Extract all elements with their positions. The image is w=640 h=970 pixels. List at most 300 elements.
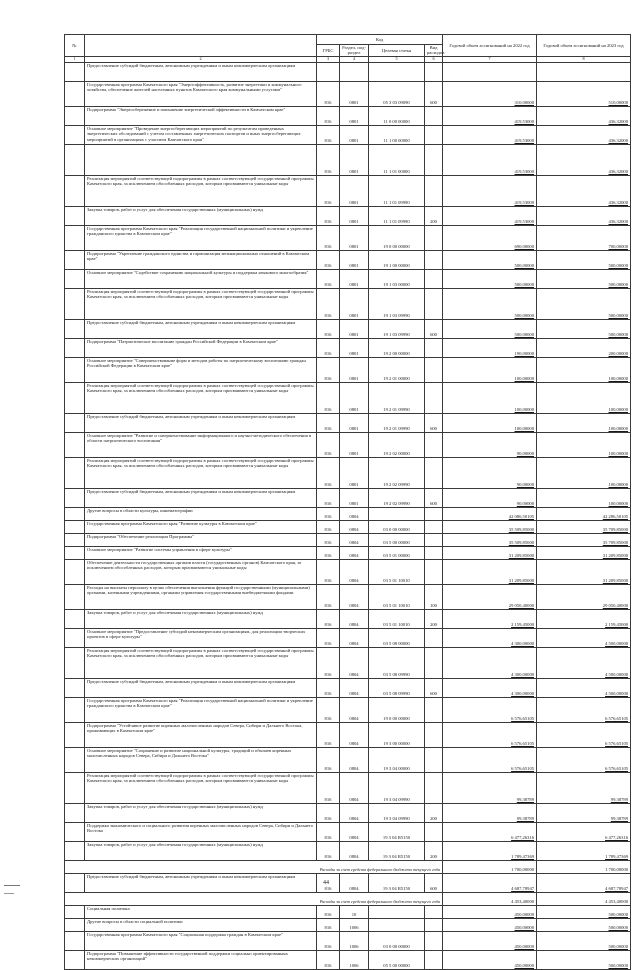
header-grbs: ГРБС [317, 45, 340, 57]
cell-name: Реализация мероприятий соответствующей подпрограммы в рамках соответствующей государственной программы Камчатского края, за исключением обособленных расходов, которым присваиваются уникальные коды [85, 382, 317, 413]
header-num-6: 6 [425, 56, 443, 62]
table-row [65, 488, 631, 507]
cell-grbs: 816 [317, 175, 340, 206]
cell-2022: 4 300,00000 [443, 628, 537, 647]
cell-2023: 500,00000 [537, 905, 631, 918]
cell-kind: 100 [425, 584, 443, 609]
cell-section: 0804 [340, 559, 369, 584]
cell-kind [425, 533, 443, 546]
cell-target: 19 2 00 00000 [369, 338, 425, 357]
cell-section: 0804 [340, 584, 369, 609]
cell-grbs: 816 [317, 931, 340, 950]
cell-2022: 100,00000 [443, 382, 537, 413]
table-row [65, 144, 631, 175]
cell-name: Предоставление субсидий бюджетным, автономным учреждениям и иным некоммерческим организациям [85, 678, 317, 697]
cell-2023: 500,00000 [537, 269, 631, 288]
table-row [65, 609, 631, 628]
cell-2022: 419,53000 [443, 144, 537, 175]
table-row [65, 357, 631, 382]
cell-target: 19 3 04 09990 [369, 772, 425, 803]
cell-2022: 99,38789 [443, 772, 537, 803]
cell-section: 0804 [340, 873, 369, 892]
cell-no [65, 225, 85, 250]
cell-name: Предоставление субсидий бюджетным, автономным учреждениям и иным некоммерческим организациям [85, 873, 317, 892]
cell-kind [425, 950, 443, 969]
cell-2022: 1 700,00000 [443, 860, 537, 873]
table-row [65, 269, 631, 288]
table-row [65, 520, 631, 533]
cell-grbs: 816 [317, 647, 340, 678]
cell-section: 0801 [340, 288, 369, 319]
cell-2022: 90,00000 [443, 457, 537, 488]
cell-kind [425, 747, 443, 772]
cell-no [65, 918, 85, 931]
cell-grbs: 816 [317, 206, 340, 225]
cell-name: Расходы на выплаты персоналу в целях обеспечения выполнения функций государственными (муниципальными) органами, казенными учреждениями, органами управления государственными внебюджетными фондами [85, 584, 317, 609]
cell-target: 19 2 01 00000 [369, 357, 425, 382]
cell-kind: 600 [425, 873, 443, 892]
cell-2023: 500,00000 [537, 918, 631, 931]
cell-name: Подпрограмма "Повышение эффективности государственной поддержки социально ориентированных некоммерческих организаций" [85, 950, 317, 969]
table-row [65, 533, 631, 546]
cell-2023: 6 576,65105 [537, 747, 631, 772]
cell-2022: 4 300,00000 [443, 678, 537, 697]
cell-kind [425, 520, 443, 533]
cell-section: 0804 [340, 841, 369, 860]
cell-2022: 90,00000 [443, 488, 537, 507]
cell-target: 19 2 01 09990 [369, 413, 425, 432]
cell-2023: 6 576,65105 [537, 697, 631, 722]
cell-2023: 500,00000 [537, 950, 631, 969]
cell-grbs: 816 [317, 609, 340, 628]
table-row [65, 860, 631, 873]
table-row [65, 432, 631, 457]
cell-2022: 6 576,65105 [443, 722, 537, 747]
cell-target: 03 0 00 00000 [369, 931, 425, 950]
cell-2022: 419,53000 [443, 175, 537, 206]
cell-section: 0801 [340, 106, 369, 125]
cell-name: Закупка товаров, работ и услуг для обеспечения государственных (муниципальных) нужд [85, 609, 317, 628]
cell-section: 0801 [340, 125, 369, 144]
table-row [65, 338, 631, 357]
cell-2023: 4 500,00000 [537, 628, 631, 647]
cell-target [369, 905, 425, 918]
header-num-3: 3 [317, 56, 340, 62]
cell-target: 19 0 00 00000 [369, 697, 425, 722]
cell-no [65, 841, 85, 860]
cell-2023: 99,38789 [537, 803, 631, 822]
cell-name: Подпрограмма "Укрепление гражданского единства и гармонизация межнациональных отношений в Камчатском крае" [85, 250, 317, 269]
table-row [65, 841, 631, 860]
cell-name: Другие вопросы в области культуры, кинематографии [85, 507, 317, 520]
header-name [85, 35, 317, 57]
cell-no [65, 931, 85, 950]
cell-target: 19 3 00 00000 [369, 722, 425, 747]
cell-2022: 6 576,65105 [443, 747, 537, 772]
table-row [65, 918, 631, 931]
cell-2022: 419,53000 [443, 106, 537, 125]
cell-target: 19 3 04 00000 [369, 747, 425, 772]
cell-no [65, 125, 85, 144]
cell-no [65, 772, 85, 803]
cell-section: 0804 [340, 822, 369, 841]
cell-section: 0804 [340, 546, 369, 559]
cell-kind [425, 647, 443, 678]
cell-grbs: 816 [317, 520, 340, 533]
cell-grbs: 816 [317, 722, 340, 747]
cell-2023: 500,00000 [537, 319, 631, 338]
table-row [65, 106, 631, 125]
cell-kind [425, 382, 443, 413]
cell-2022: 450,00000 [443, 905, 537, 918]
cell-no [65, 488, 85, 507]
cell-name: Государственная программа Камчатского края "Развитие культуры в Камчатском крае" [85, 520, 317, 533]
page-number: 44 [323, 880, 329, 886]
cell-kind [425, 722, 443, 747]
table-row [65, 697, 631, 722]
header-num-7: 7 [443, 56, 537, 62]
cell-section: 0804 [340, 772, 369, 803]
cell-kind [425, 931, 443, 950]
header-num-5: 5 [369, 56, 425, 62]
cell-2023: 500,00000 [537, 931, 631, 950]
header-kind: Вид расходов [425, 45, 443, 57]
cell-no [65, 175, 85, 206]
cell-section: 0801 [340, 225, 369, 250]
cell-section: 0801 [340, 488, 369, 507]
cell-2023: 35 709,85000 [537, 520, 631, 533]
cell-name: Основное мероприятие "Проведение энергосберегающих мероприятий по результатам проведенных энергетических обследований с учетом составленных энергетических паспортов и иных энергосберегающих мероприятий в организациях с участием Камчатского края" [85, 125, 317, 144]
cell-no [65, 81, 85, 106]
cell-2022 [443, 62, 537, 81]
cell-grbs: 816 [317, 269, 340, 288]
table-row [65, 382, 631, 413]
table-row [65, 822, 631, 841]
cell-section: 0804 [340, 533, 369, 546]
cell-no [65, 533, 85, 546]
cell-no [65, 559, 85, 584]
cell-target: 03 5 01 10010 [369, 584, 425, 609]
cell-2022: 6 477,26316 [443, 822, 537, 841]
table-row [65, 288, 631, 319]
table-row [65, 125, 631, 144]
table-row [65, 722, 631, 747]
cell-grbs: 816 [317, 584, 340, 609]
cell-2023: 4 500,00000 [537, 678, 631, 697]
table-row [65, 803, 631, 822]
cell-grbs: 816 [317, 81, 340, 106]
header-num-2: 2 [85, 56, 317, 62]
cell-grbs: 816 [317, 106, 340, 125]
cell-kind [425, 905, 443, 918]
cell-section: 0801 [340, 144, 369, 175]
cell-target: 11 0 00 00000 [369, 106, 425, 125]
cell-grbs: 816 [317, 507, 340, 520]
cell-grbs: 816 [317, 338, 340, 357]
cell-2022: 100,00000 [443, 413, 537, 432]
cell-grbs: 816 [317, 873, 340, 892]
cell-2022: 4 453,40000 [443, 892, 537, 905]
cell-target: 11 1 01 09990 [369, 175, 425, 206]
cell-no [65, 144, 85, 175]
cell-target [369, 918, 425, 931]
cell-grbs: 816 [317, 803, 340, 822]
cell-section: 0804 [340, 520, 369, 533]
cell-2023: 2 159,45000 [537, 609, 631, 628]
cell-2023: 4 687,78947 [537, 873, 631, 892]
cell-name: Предоставление субсидий бюджетным, автономным учреждениям и иным некоммерческим организациям [85, 488, 317, 507]
cell-no [65, 822, 85, 841]
cell-no [65, 106, 85, 125]
cell-kind [425, 288, 443, 319]
cell-name: Основное мероприятие "Развитие системы управления в сфере культуры" [85, 546, 317, 559]
cell-name: Другие вопросы в области социальной политики [85, 918, 317, 931]
cell-no [65, 803, 85, 822]
cell-grbs: 816 [317, 413, 340, 432]
cell-kind: 200 [425, 803, 443, 822]
cell-2022: 500,00000 [443, 288, 537, 319]
cell-kind [425, 338, 443, 357]
cell-grbs: 816 [317, 225, 340, 250]
cell-target: 19 3 04 09990 [369, 803, 425, 822]
cell-name: Основное мероприятие "Предоставление субсидий некоммерческим организациям, для реализации творческих проектов в сфере культуры" [85, 628, 317, 647]
cell-section: 0801 [340, 269, 369, 288]
cell-section: 0801 [340, 338, 369, 357]
cell-no [65, 338, 85, 357]
header-target: Целевая статья [369, 45, 425, 57]
table-row [65, 873, 631, 892]
cell-grbs: 816 [317, 918, 340, 931]
cell-kind [425, 918, 443, 931]
table-row [65, 507, 631, 520]
header-num-1: 1 [65, 56, 85, 62]
cell-name: Подпрограмма "Обеспечение реализации Программы" [85, 533, 317, 546]
cell-no [65, 432, 85, 457]
cell-target: 11 1 01 09990 [369, 206, 425, 225]
cell-no [65, 507, 85, 520]
cell-grbs: 816 [317, 488, 340, 507]
cell-grbs: 816 [317, 697, 340, 722]
cell-section: 1006 [340, 931, 369, 950]
cell-kind [425, 507, 443, 520]
table-row [65, 584, 631, 609]
cell-no [65, 206, 85, 225]
cell-no [65, 873, 85, 892]
cell-no [65, 747, 85, 772]
cell-2023: 31 209,85000 [537, 559, 631, 584]
cell-2023: 436,32000 [537, 144, 631, 175]
cell-no [65, 647, 85, 678]
cell-2023: 100,00000 [537, 382, 631, 413]
cell-2023: 500,00000 [537, 250, 631, 269]
cell-section: 0804 [340, 507, 369, 520]
cell-name: Основное мероприятие "Сохранение и развитие национальной культуры, традиций и обычаев коренных малочисленных народов Севера, Сибири и Дальнего Востока" [85, 747, 317, 772]
table-row [65, 950, 631, 969]
cell-2022: 31 209,85000 [443, 559, 537, 584]
cell-target: 19 2 02 00000 [369, 432, 425, 457]
cell-no [65, 628, 85, 647]
cell-no [65, 546, 85, 559]
cell-target: 19 3 04 R5150 [369, 822, 425, 841]
header-no: № [65, 35, 85, 57]
table-row [65, 225, 631, 250]
cell-section: 0804 [340, 697, 369, 722]
cell-2023: 436,32000 [537, 206, 631, 225]
cell-name [85, 144, 317, 175]
cell-2023: 200,00000 [537, 338, 631, 357]
cell-section: 0804 [340, 609, 369, 628]
cell-grbs: 816 [317, 841, 340, 860]
header-2022: Годовой объем ассигнований на 2022 год [443, 35, 537, 57]
cell-name: Расходы за счет средств федерального бюджета текущего года [65, 892, 443, 905]
cell-target: 05 3 03 09090 [369, 81, 425, 106]
cell-target: 19 2 02 09990 [369, 488, 425, 507]
cell-kind: 600 [425, 488, 443, 507]
cell-2023: 100,00000 [537, 488, 631, 507]
cell-2022: 35 509,85000 [443, 520, 537, 533]
cell-2023: 436,32000 [537, 106, 631, 125]
cell-2023 [537, 62, 631, 81]
cell-2022: 4 687,78947 [443, 873, 537, 892]
cell-2022: 4 300,00000 [443, 647, 537, 678]
table-row [65, 772, 631, 803]
cell-name: Подпрограмма "Энергосбережение и повышение энергетической эффективности в Камчатском крае" [85, 106, 317, 125]
cell-section: 0801 [340, 250, 369, 269]
cell-kind [425, 697, 443, 722]
cell-target: 19 1 00 00000 [369, 250, 425, 269]
cell-2023: 436,32000 [537, 125, 631, 144]
cell-target: 19 0 00 00000 [369, 225, 425, 250]
cell-no [65, 62, 85, 81]
cell-kind [425, 628, 443, 647]
cell-target: 19 1 03 00000 [369, 269, 425, 288]
cell-2023: 1 700,00000 [537, 860, 631, 873]
cell-section: 0801 [340, 432, 369, 457]
cell-2022: 450,00000 [443, 931, 537, 950]
cell-kind [425, 62, 443, 81]
cell-grbs: 816 [317, 950, 340, 969]
table-row [65, 892, 631, 905]
cell-target: 03 5 08 00000 [369, 628, 425, 647]
cell-kind [425, 357, 443, 382]
cell-target [369, 62, 425, 81]
cell-section: 0801 [340, 81, 369, 106]
cell-name: Реализация мероприятий соответствующей подпрограммы в рамках соответствующей государственной программы Камчатского края, за исключением обособленных расходов, которым присваиваются уникальные коды [85, 288, 317, 319]
cell-section: 1006 [340, 918, 369, 931]
cell-kind: 200 [425, 609, 443, 628]
cell-name: Государственная программа Камчатского края "Реализация государственной национальной политики и укрепление гражданского единства в Камчатском крае" [85, 697, 317, 722]
cell-2022: 29 050,40000 [443, 584, 537, 609]
cell-grbs: 816 [317, 382, 340, 413]
cell-name: Предоставление субсидий бюджетным, автономным учреждениям и иным некоммерческим организациям [85, 62, 317, 81]
cell-target: 19 2 02 09990 [369, 457, 425, 488]
cell-grbs: 816 [317, 432, 340, 457]
cell-target: 03 0 00 00000 [369, 520, 425, 533]
cell-kind [425, 106, 443, 125]
cell-2022: 500,00000 [443, 269, 537, 288]
table-row [65, 457, 631, 488]
cell-no [65, 457, 85, 488]
cell-no [65, 382, 85, 413]
table-row [65, 81, 631, 106]
cell-2023: 4 500,00000 [537, 647, 631, 678]
table-row [65, 206, 631, 225]
cell-kind: 600 [425, 81, 443, 106]
cell-section: 0801 [340, 457, 369, 488]
cell-grbs: 816 [317, 125, 340, 144]
cell-section: 0804 [340, 678, 369, 697]
cell-2022: 35 509,85000 [443, 533, 537, 546]
cell-no [65, 584, 85, 609]
cell-name: Обеспечение деятельности государственных органов власти (государственных органов) Камчатского края, за исключением обособленных расходов, которым присваиваются уникальные коды [85, 559, 317, 584]
cell-section: 0804 [340, 647, 369, 678]
header-num-8: 8 [537, 56, 631, 62]
cell-name: Расходы за счет средств федерального бюджета текущего года [65, 860, 443, 873]
cell-kind [425, 559, 443, 584]
cell-kind [425, 175, 443, 206]
cell-section: 0804 [340, 628, 369, 647]
cell-2022: 690,00000 [443, 225, 537, 250]
header-2023: Годовой объем ассигнований на 2023 год [537, 35, 631, 57]
cell-grbs: 816 [317, 144, 340, 175]
cell-name: Основное мероприятие "Содействие сохранению национальной культуры и поддержка языкового многообразия" [85, 269, 317, 288]
cell-target: 03 5 00 00000 [369, 533, 425, 546]
cell-target: 03 5 08 09990 [369, 647, 425, 678]
cell-kind: 600 [425, 319, 443, 338]
cell-grbs: 816 [317, 319, 340, 338]
cell-no [65, 357, 85, 382]
cell-target: 19 1 03 09990 [369, 288, 425, 319]
margin-mark [4, 885, 20, 886]
cell-kind [425, 822, 443, 841]
table-row [65, 413, 631, 432]
cell-kind [425, 250, 443, 269]
table-row [65, 559, 631, 584]
cell-grbs: 816 [317, 546, 340, 559]
cell-section: 0804 [340, 722, 369, 747]
cell-name: Государственная программа Камчатского края "Энергоэффективность, развитие энергетики и коммунального хозяйства, обеспечение жителей населенных пунктов Камчатского края коммунальными услугами" [85, 81, 317, 106]
cell-name: Закупка товаров, работ и услуг для обеспечения государственных (муниципальных) нужд [85, 206, 317, 225]
cell-2022: 500,00000 [443, 250, 537, 269]
cell-2022: 100,00000 [443, 357, 537, 382]
cell-target: 19 2 01 09990 [369, 382, 425, 413]
table-row [65, 905, 631, 918]
cell-kind [425, 144, 443, 175]
cell-grbs: 816 [317, 772, 340, 803]
cell-name: Закупка товаров, работ и услуг для обеспечения государственных (муниципальных) нужд [85, 803, 317, 822]
cell-2022: 2 159,45000 [443, 609, 537, 628]
cell-name: Государственная программа Камчатского края "Реализация государственной национальной политики и укрепление гражданского единства в Камчатском крае" [85, 225, 317, 250]
cell-target: 19 3 04 R5150 [369, 841, 425, 860]
budget-table-sheet [64, 34, 630, 970]
cell-2022: 450,00000 [443, 918, 537, 931]
budget-table [64, 34, 631, 970]
cell-grbs: 816 [317, 250, 340, 269]
cell-target: 03 5 01 00000 [369, 546, 425, 559]
cell-no [65, 250, 85, 269]
header-section: Раздел, под-раздел [340, 45, 369, 57]
cell-target: 11 1 01 00000 [369, 144, 425, 175]
cell-2023: 700,00000 [537, 225, 631, 250]
cell-grbs: 816 [317, 628, 340, 647]
cell-name: Реализация мероприятий соответствующей подпрограммы в рамках соответствующей государственной программы Камчатского края, за исключением обособленных расходов, которым присваиваются уникальные коды [85, 772, 317, 803]
cell-2022: 1 789,47369 [443, 841, 537, 860]
cell-section: 0801 [340, 382, 369, 413]
header-num-4: 4 [340, 56, 369, 62]
cell-name: Поддержка экономического и социального развития коренных малочисленных народов Севера, Сибири и Дальнего Востока [85, 822, 317, 841]
table-row [65, 678, 631, 697]
cell-kind: 600 [425, 413, 443, 432]
